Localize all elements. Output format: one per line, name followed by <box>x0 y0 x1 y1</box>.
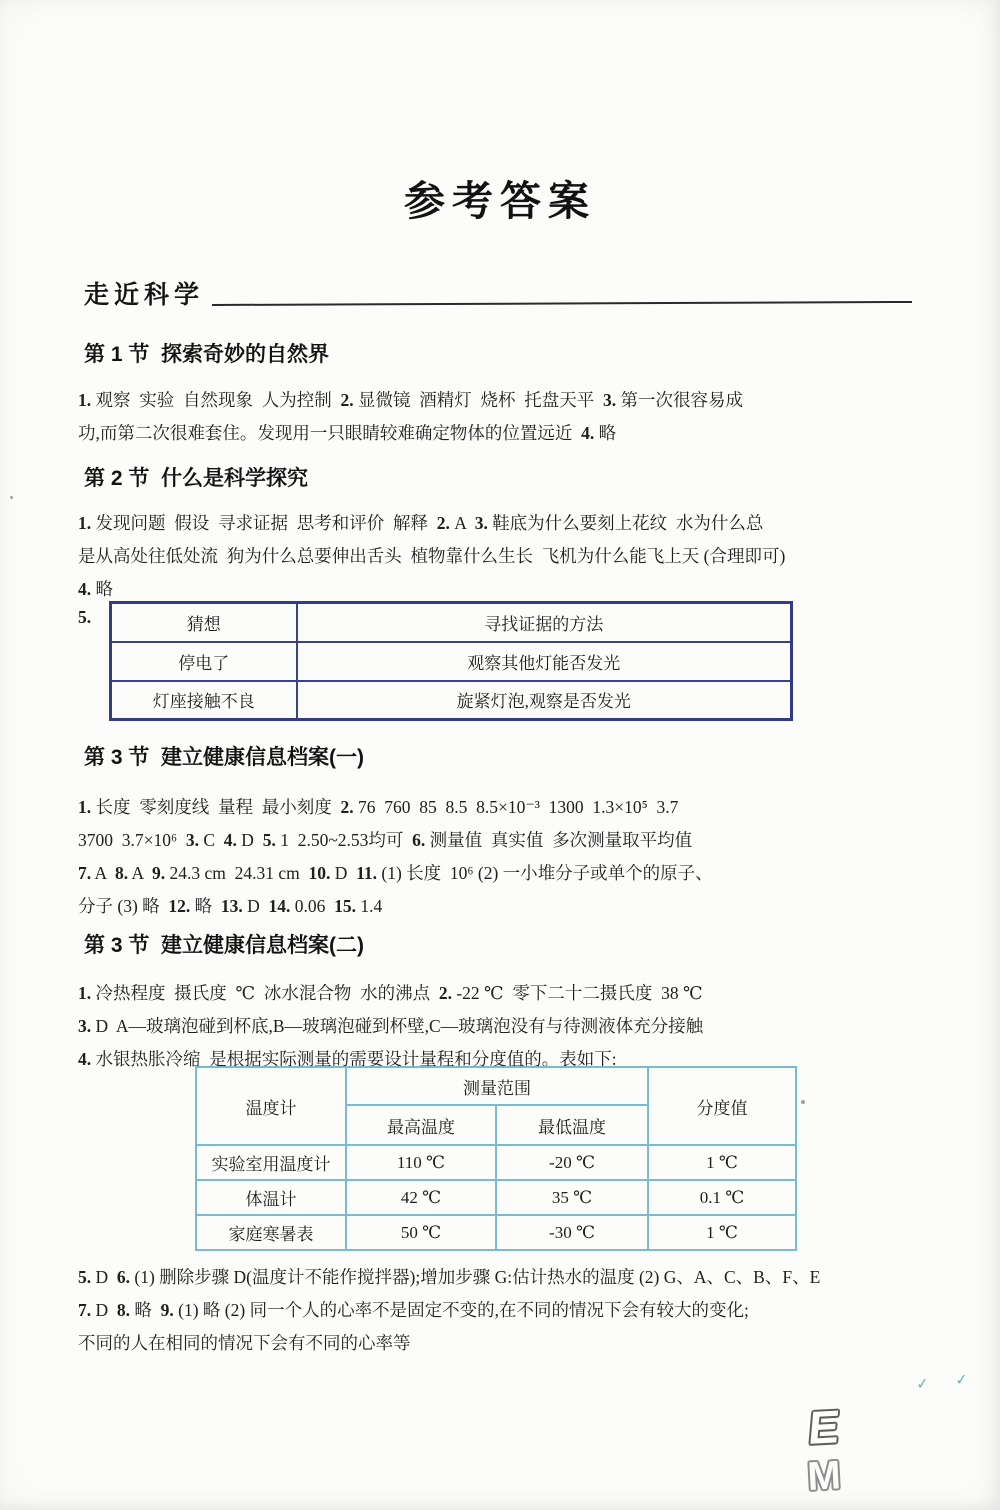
table-header-cell: 分度值 <box>648 1067 796 1145</box>
answer-line: 是从高处往低处流 狗为什么总要伸出舌头 植物靠什么生长 飞机为什么能飞上天 (合理即可) <box>78 546 786 566</box>
table-cell: 1 ℃ <box>648 1215 796 1250</box>
answer-line: 1. 发现问题 假设 寻求证据 思考和评价 解释 2. A 3. 鞋底为什么要刻上花纹 水为什么总 <box>78 513 764 533</box>
answers-section-1 <box>78 384 938 450</box>
answer-line: 4. 略 <box>78 579 113 599</box>
table-cell: 停电了 <box>111 642 297 681</box>
unit-heading: 走近科学 <box>84 281 205 309</box>
answer-line: 3. D A—玻璃泡碰到杯底,B—玻璃泡碰到杯壁,C—玻璃泡没有与待测液体充分接触 <box>78 1016 704 1036</box>
answer-line: 7. A 8. A 9. 24.3 cm 24.31 cm 10. D 11. (1) 长度 10⁶ (2) 一小堆分子或单个的原子、 <box>78 863 713 883</box>
table-row <box>111 642 792 681</box>
table-row <box>196 1145 796 1180</box>
table-cell: 50 ℃ <box>346 1215 496 1250</box>
table-cell: 实验室用温度计 <box>196 1145 346 1180</box>
answers-section-3a <box>78 791 938 923</box>
table-row <box>196 1215 796 1250</box>
answers-section-3b-after-table <box>78 1261 938 1360</box>
answer-line: 1. 冷热程度 摄氏度 ℃ 冰水混合物 水的沸点 2. -22 ℃ 零下二十二摄氏度 38 ℃ <box>78 983 703 1003</box>
section-heading-3a: 第 3 节 建立健康信息档案(一) <box>84 746 365 769</box>
answer-line: 5. D 6. (1) 删除步骤 D(温度计不能作搅拌器);增加步骤 G:估计热水的温度 (2) G、A、C、B、F、E <box>78 1267 821 1287</box>
table-header-row <box>196 1067 796 1105</box>
table-header-row <box>111 603 792 642</box>
watermark-letter: M <box>806 1453 842 1499</box>
section-heading-1: 第 1 节 探索奇妙的自然界 <box>84 343 330 366</box>
section-heading-2: 第 2 节 什么是科学探究 <box>84 467 309 490</box>
table-cell: 灯座接触不良 <box>111 681 297 720</box>
answer-line: 不同的人在相同的情况下会有不同的心率等 <box>78 1333 411 1353</box>
unit-heading-row <box>84 280 912 310</box>
watermark <box>806 1400 843 1499</box>
table-header-cell: 最高温度 <box>346 1105 496 1145</box>
answer-line: 1. 长度 零刻度线 量程 最小刻度 2. 76 760 85 8.5 8.5×10⁻³ 1300 1.3×10⁵ 3.7 <box>78 797 679 817</box>
answers-section-2 <box>78 507 938 606</box>
table-cell: 旋紧灯泡,观察是否发光 <box>297 681 792 720</box>
page-title: 参考答案 <box>404 178 596 224</box>
answer-line: 1. 观察 实验 自然现象 人为控制 2. 显微镜 酒精灯 烧杯 托盘天平 3. 第一次很容易成 <box>78 390 743 410</box>
answer-line: 分子 (3) 略 12. 略 13. D 14. 0.06 15. 1.4 <box>78 896 383 916</box>
table-cell: 观察其他灯能否发光 <box>297 642 792 681</box>
table-header-cell: 寻找证据的方法 <box>297 603 792 642</box>
answers-section-3b <box>78 977 938 1076</box>
unit-underline <box>212 301 912 306</box>
answer-line: 3700 3.7×10⁶ 3. C 4. D 5. 1 2.50~2.53均可 6. 测量值 真实值 多次测量取平均值 <box>78 830 693 850</box>
thermometer-table <box>195 1066 797 1251</box>
watermark-letter: E <box>806 1400 842 1454</box>
table-cell: -30 ℃ <box>496 1215 648 1250</box>
table-cell: 0.1 ℃ <box>648 1180 796 1215</box>
evidence-method-table <box>109 601 793 721</box>
item-number-5: 5. <box>78 607 92 627</box>
table-cell: 家庭寒暑表 <box>196 1215 346 1250</box>
answer-line: 功,而第二次很难套住。发现用一只眼睛较难确定物体的位置远近 4. 略 <box>78 423 617 443</box>
answer-line: 7. D 8. 略 9. (1) 略 (2) 同一个人的心率不是固定不变的,在不同的情况下会有较大的变化; <box>78 1300 749 1320</box>
table-header-cell: 温度计 <box>196 1067 346 1145</box>
table-cell: 体温计 <box>196 1180 346 1215</box>
table-header-cell: 猜想 <box>111 603 297 642</box>
table-cell: 35 ℃ <box>496 1180 648 1215</box>
section-heading-3b: 第 3 节 建立健康信息档案(二) <box>84 934 365 957</box>
table-header-cell: 最低温度 <box>496 1105 648 1145</box>
pen-checkmarks: ✓ ✓ <box>915 1368 980 1394</box>
scan-speck <box>801 1100 805 1104</box>
table-cell: 1 ℃ <box>648 1145 796 1180</box>
scan-speck <box>10 496 13 499</box>
table-cell: 110 ℃ <box>346 1145 496 1180</box>
table-header-cell: 测量范围 <box>346 1067 648 1105</box>
table-cell: -20 ℃ <box>496 1145 648 1180</box>
table-row <box>196 1180 796 1215</box>
table-row <box>111 681 792 720</box>
table-cell: 42 ℃ <box>346 1180 496 1215</box>
answer-line: 4. 水银热胀冷缩 是根据实际测量的需要设计量程和分度值的。表如下: <box>78 1049 617 1069</box>
